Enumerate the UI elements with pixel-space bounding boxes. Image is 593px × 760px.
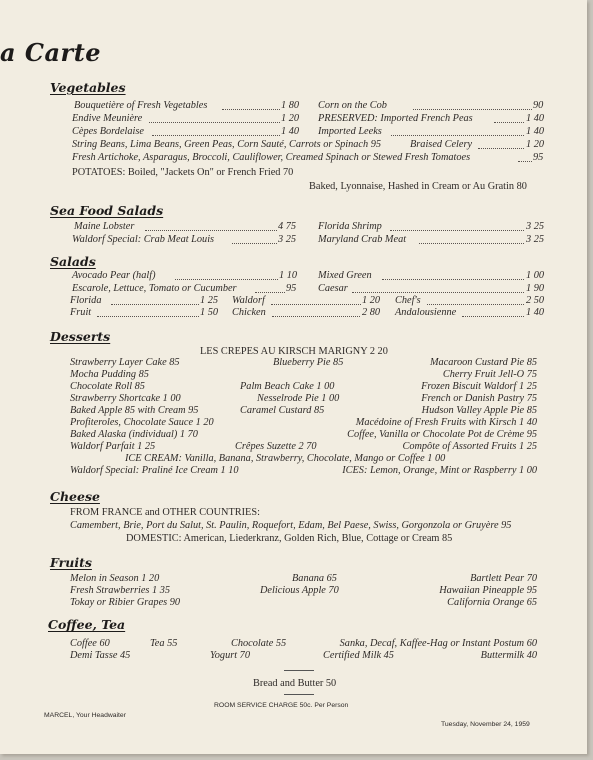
dot-leader [97,316,199,317]
menu-price: 1 25 [200,295,219,306]
menu-price: 3 25 [278,234,297,245]
seafood-heading: Sea Food Salads [50,203,164,218]
menu-item: Fresh Artichoke, Asparagus, Broccoli, Cauliflower, Creamed Spinach or Stewed Fresh Tomatoes [72,152,471,163]
menu-price: 95 [533,152,544,163]
menu-item: Endive Meunière [72,113,143,124]
dot-leader [391,135,524,136]
menu-item: Fruit [70,307,92,318]
beverage-item: Yogurt 70 [210,650,250,661]
beverage-item: Coffee 60 [70,638,110,649]
menu-item: Maryland Crab Meat [318,234,407,245]
menu-price: 2 50 [526,295,545,306]
cheese-line: DOMESTIC: American, Liederkranz, Golden Rich, Blue, Cottage or Cream 85 [126,533,453,544]
dessert-item: Crêpes Suzette 2 70 [235,441,317,452]
menu-price: 2 80 [362,307,381,318]
fruit-item: Delicious Apple 70 [260,585,339,596]
menu-price: 1 00 [526,270,545,281]
salads-heading: Salads [50,254,96,269]
dessert-item: French or Danish Pastry 75 [421,393,537,404]
dot-leader [272,316,360,317]
service-charge: ROOM SERVICE CHARGE 50c. Per Person [214,702,349,709]
fruit-item: Fresh Strawberries 1 35 [70,585,171,596]
dessert-item: Hudson Valley Apple Pie 85 [421,405,537,416]
menu-item: Andalousienne [395,307,457,318]
menu-price: 4 75 [278,221,297,232]
fruit-item: California Orange 65 [447,597,537,608]
divider [284,694,314,695]
dot-leader [427,304,524,305]
menu-price: 1 50 [200,307,219,318]
fruits-heading: Fruits [50,555,92,570]
menu-item: Escarole, Lettuce, Tomato or Cucumber [72,283,237,294]
menu-item: Maine Lobster [74,221,135,232]
dot-leader [149,122,280,123]
menu-item: Caesar [318,283,348,294]
cheese-line: Camembert, Brie, Port du Salut, St. Paulin, Roquefort, Edam, Bel Paese, Swiss, Gorgonzola or Gruyère 95 [70,520,512,531]
ices-line: ICES: Lemon, Orange, Mint or Raspberry 1 00 [342,465,537,476]
dot-leader [271,304,361,305]
menu-item: Florida Shrimp [318,221,382,232]
beverage-item: Buttermilk 40 [480,650,537,661]
potatoes-line-2: Baked, Lyonnaise, Hashed in Cream or Au Gratin 80 [309,181,527,192]
dessert-item: Chocolate Roll 85 [70,381,145,392]
menu-item: Bouquetière of Fresh Vegetables [74,100,208,111]
divider [284,670,314,671]
menu-price: 1 40 [281,126,300,137]
menu-item: Cèpes Bordelaise [72,126,144,137]
dot-leader [255,292,285,293]
dessert-item: Profiteroles, Chocolate Sauce 1 20 [70,417,214,428]
menu-date: Tuesday, November 24, 1959 [441,721,530,728]
dessert-item: Frozen Biscuit Waldorf 1 25 [421,381,537,392]
menu-item: Avocado Pear (half) [72,270,156,281]
dessert-item: Palm Beach Cake 1 00 [240,381,335,392]
dessert-item: Strawberry Shortcake 1 00 [70,393,181,404]
cheese-heading: Cheese [50,489,100,504]
dessert-item: Cherry Fruit Jell-O 75 [442,369,537,380]
dot-leader [382,279,524,280]
dessert-item: Nesselrode Pie 1 00 [257,393,340,404]
bread-butter: Bread and Butter 50 [253,678,337,689]
dessert-item: Macédoine of Fresh Fruits with Kirsch 1 40 [355,417,537,428]
menu-price: 3 25 [526,234,545,245]
beverage-item: Demi Tasse 45 [70,650,131,661]
menu-price: 1 20 [362,295,381,306]
dot-leader [419,243,524,244]
menu-item: Corn on the Cob [318,100,387,111]
menu-title: a Carte [0,38,102,67]
menu-price: 1 20 [526,139,545,150]
beverage-item: Chocolate 55 [231,638,287,649]
menu-item: Waldorf Special: Crab Meat Louis [72,234,215,245]
dot-leader [232,243,277,244]
fruit-item: Tokay or Ribier Grapes 90 [70,597,181,608]
menu-price: 1 80 [281,100,300,111]
dessert-item: Compôte of Assorted Fruits 1 25 [402,441,537,452]
coffee-tea-heading: Coffee, Tea [48,617,126,632]
dessert-item: Baked Alaska (individual) 1 70 [70,429,198,440]
dot-leader [413,109,532,110]
menu-price: 1 40 [526,113,545,124]
beverage-item: Certified Milk 45 [323,650,394,661]
dessert-item: Strawberry Layer Cake 85 [70,357,180,368]
fruit-item: Hawaiian Pineapple 95 [439,585,537,596]
crepes-line: LES CREPES AU KIRSCH MARIGNY 2 20 [200,346,388,357]
vegetables-heading: Vegetables [50,80,126,95]
menu-price: 3 25 [526,221,545,232]
dot-leader [390,230,524,231]
dessert-item: Mocha Pudding 85 [70,369,149,380]
fruit-item: Melon in Season 1 20 [70,573,160,584]
dot-leader [494,122,524,123]
dot-leader [478,148,524,149]
dessert-item: Baked Apple 85 with Cream 95 [70,405,199,416]
menu-price: 90 [533,100,544,111]
dot-leader [518,161,532,162]
dot-leader [462,316,524,317]
potatoes-line: POTATOES: Boiled, "Jackets On" or French Fried 70 [72,167,294,178]
menu-price: 1 10 [279,270,298,281]
dot-leader [352,292,524,293]
ice-cream-line: ICE CREAM: Vanilla, Banana, Strawberry, Chocolate, Mango or Coffee 1 00 [125,453,446,464]
menu-item: PRESERVED: Imported French Peas [318,113,473,124]
cheese-line: FROM FRANCE and OTHER COUNTRIES: [70,507,260,518]
menu-item: String Beans, Lima Beans, Green Peas, Corn Sauté, Carrots or Spinach 95 [72,139,381,150]
menu-item: Braised Celery [410,139,473,150]
dot-leader [175,279,278,280]
dessert-item: Waldorf Parfait 1 25 [70,441,156,452]
menu-item: Mixed Green [318,270,372,281]
beverage-item: Tea 55 [150,638,178,649]
dot-leader [222,109,280,110]
dessert-item: Caramel Custard 85 [240,405,325,416]
dessert-item: Coffee, Vanilla or Chocolate Pot de Crème 95 [347,429,537,440]
dot-leader [152,135,280,136]
dessert-item: Macaroon Custard Pie 85 [429,357,537,368]
desserts-heading: Desserts [50,329,111,344]
dot-leader [145,230,277,231]
menu-price: 1 40 [526,307,545,318]
beverage-item: Sanka, Decaf, Kaffee-Hag or Instant Postum 60 [339,638,537,649]
headwaiter: MARCEL, Your Headwaiter [44,712,126,719]
menu-item: Waldorf [232,295,265,306]
dot-leader [111,304,199,305]
menu-item: Imported Leeks [318,126,382,137]
menu-price: 1 20 [281,113,300,124]
dessert-item: Waldorf Special: Praliné Ice Cream 1 10 [70,465,239,476]
menu-item: Florida [70,295,102,306]
fruit-item: Banana 65 [292,573,337,584]
dessert-item: Blueberry Pie 85 [273,357,344,368]
menu-item: Chef's [395,295,421,306]
fruit-item: Bartlett Pear 70 [470,573,537,584]
menu-price: 1 90 [526,283,545,294]
menu-price: 95 [286,283,297,294]
menu-price: 1 40 [526,126,545,137]
menu-item: Chicken [232,307,266,318]
